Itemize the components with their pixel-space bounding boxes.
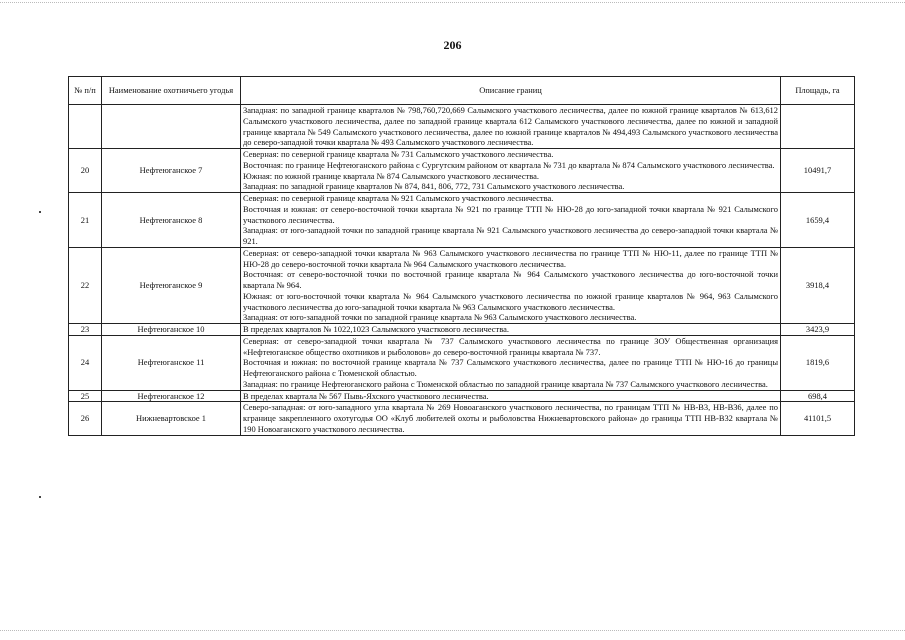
- row-number: 26: [69, 402, 102, 435]
- boundary-line: Северо-западная: от юго-западного угла квартала № 269 Новоаганского участкового лесничества, по границам ТТП № НВ-В3, НВ-В36, далее по кгранице закрепленного охотугодья ОО «Клуб любителей охоты и рыболовства Нижневартовского района» до границы ТТП НВ-В32 квартала № 190 Новоаганского участкового лесничества.: [243, 402, 778, 434]
- table-row: [69, 324, 855, 336]
- table-row: [69, 335, 855, 390]
- area-hectares: 3918,4: [781, 247, 855, 323]
- boundary-line: Северная: от северо-западной точки квартала № 737 Салымского участкового лесничества по границе ЗОУ Общественная организация «Нефтеюганское общество охотников и рыболовов» до северо-восточной границы квартала № 737.: [243, 335, 778, 357]
- row-number: 20: [69, 149, 102, 193]
- header-num: № п/п: [69, 77, 102, 105]
- ground-name: Нефтеюганское 8: [102, 193, 241, 248]
- table-row: [69, 390, 855, 402]
- table-row: [69, 247, 855, 323]
- boundary-description: [241, 402, 781, 435]
- row-number: 24: [69, 335, 102, 390]
- row-number: 22: [69, 247, 102, 323]
- area-hectares: 10491,7: [781, 149, 855, 193]
- boundary-line: В пределах квартала № 567 Пывь-Яхского участкового лесничества.: [243, 390, 489, 401]
- boundary-line: Южная: по южной границе квартала № 874 Салымского участкового лесничества.: [243, 170, 540, 181]
- boundary-line: Южная: от юго-восточной точки квартала № 964 Салымского участкового лесничества по южной границе кварталов № 964, 963 Салымского участкового лесничества до юго-западной точки квартала № 963 Салымского участкового лесничества.: [243, 290, 778, 312]
- boundary-line: Западная: по границе Нефтеюганского района с Тюменской областью по западной границе квартала № 737 Салымского участкового лесничества.: [243, 378, 768, 389]
- area-hectares: 41101,5: [781, 402, 855, 435]
- ground-name: Нижневартовское 1: [102, 402, 241, 435]
- boundary-line: Западная: по западной границе кварталов № 874, 841, 806, 772, 731 Салымского участкового лесничества.: [243, 181, 625, 192]
- ground-name: Нефтеюганское 7: [102, 149, 241, 193]
- boundary-line: Северная: по северной границе квартала № 921 Салымского участкового лесничества.: [243, 193, 554, 203]
- table-row: [69, 105, 855, 149]
- boundary-line: Западная: от юго-западной точки по западной границе квартала № 921 Салымского участкового лесничества до северо-западной точки квартала № 921.: [243, 225, 778, 246]
- scan-speck: [39, 496, 41, 498]
- header-name: Наименование охотничьего угодья: [102, 77, 241, 105]
- boundary-description: [241, 390, 781, 402]
- ground-name: [102, 105, 241, 149]
- boundary-description: [241, 247, 781, 323]
- boundary-line: Восточная: по границе Нефтеюганского района с Сургутским районом от квартала № 731 до квартала № 874 Салымского участкового лесничества.: [243, 159, 775, 170]
- hunting-grounds-table: [68, 76, 855, 436]
- row-number: 23: [69, 324, 102, 336]
- boundary-description: [241, 149, 781, 193]
- header-desc: Описание границ: [241, 77, 781, 105]
- ground-name: Нефтеюганское 9: [102, 247, 241, 323]
- boundary-line: Западная: от юго-западной точки по западной границе квартала № 963 Салымского участкового лесничества.: [243, 312, 637, 323]
- area-hectares: 1819,6: [781, 335, 855, 390]
- scan-speck: [39, 211, 41, 213]
- table-row: [69, 193, 855, 248]
- table-header-row: [69, 77, 855, 105]
- ground-name: Нефтеюганское 11: [102, 335, 241, 390]
- table-row: [69, 149, 855, 193]
- header-area: Площадь, га: [781, 77, 855, 105]
- boundary-line: Восточная и южная: от северо-восточной точки квартала № 921 по границе ТТП № НЮ-28 до юго-западной точки квартала № 921 Салымского участкового лесничества.: [243, 203, 778, 225]
- boundary-description: [241, 105, 781, 149]
- boundary-line: В пределах кварталов № 1022,1023 Салымского участкового лесничества.: [243, 324, 509, 334]
- area-hectares: [781, 105, 855, 149]
- area-hectares: 698,4: [781, 390, 855, 402]
- ground-name: Нефтеюганское 10: [102, 324, 241, 336]
- boundary-description: [241, 193, 781, 248]
- scan-top-edge: [0, 2, 905, 4]
- boundary-line: Западная: по западной границе кварталов № 798,760,720,669 Салымского участкового лесничества, далее по южной границе кварталов № 613,612 Салымского участкового лесничества, далее по западной границе квартала 612 Салымского участкового лесничества, далее по южной и западной границе квартала № 549 Салымского участкового лесничества, далее по южной границе кварталов № 494,493 Салымского участкового лесничества до северо-западной точки квартала № 493 Салымского участкового лесничества.: [243, 105, 778, 148]
- table-body: [69, 105, 855, 436]
- row-number: [69, 105, 102, 149]
- scan-bottom-edge: [0, 630, 905, 632]
- boundary-line: Северная: от северо-западной точки квартала № 963 Салымского участкового лесничества по границе ТТП № НЮ-11, далее по границе ТТП № НЮ-28 до северо-восточной точки квартала № 964 Салымского участкового лесничества.: [243, 247, 778, 269]
- boundary-line: Восточная: от северо-восточной точки по восточной границе квартала № 964 Салымского участкового лесничества до юго-восточной точки квартала № 964.: [243, 269, 778, 290]
- ground-name: Нефтеюганское 12: [102, 390, 241, 402]
- table-row: [69, 402, 855, 435]
- boundary-line: Северная: по северной границе квартала № 731 Салымского участкового лесничества.: [243, 149, 554, 159]
- area-hectares: 1659,4: [781, 193, 855, 248]
- page-number: 206: [443, 38, 462, 52]
- boundary-description: [241, 324, 781, 336]
- boundary-description: [241, 335, 781, 390]
- boundary-line: Восточная и южная: по восточной границе квартала № 737 Салымского участкового лесничества, далее по границе ТТП № НЮ-16 до границы Нефтеюганского района с Тюменской областью.: [243, 357, 778, 378]
- row-number: 21: [69, 193, 102, 248]
- row-number: 25: [69, 390, 102, 402]
- area-hectares: 3423,9: [781, 324, 855, 336]
